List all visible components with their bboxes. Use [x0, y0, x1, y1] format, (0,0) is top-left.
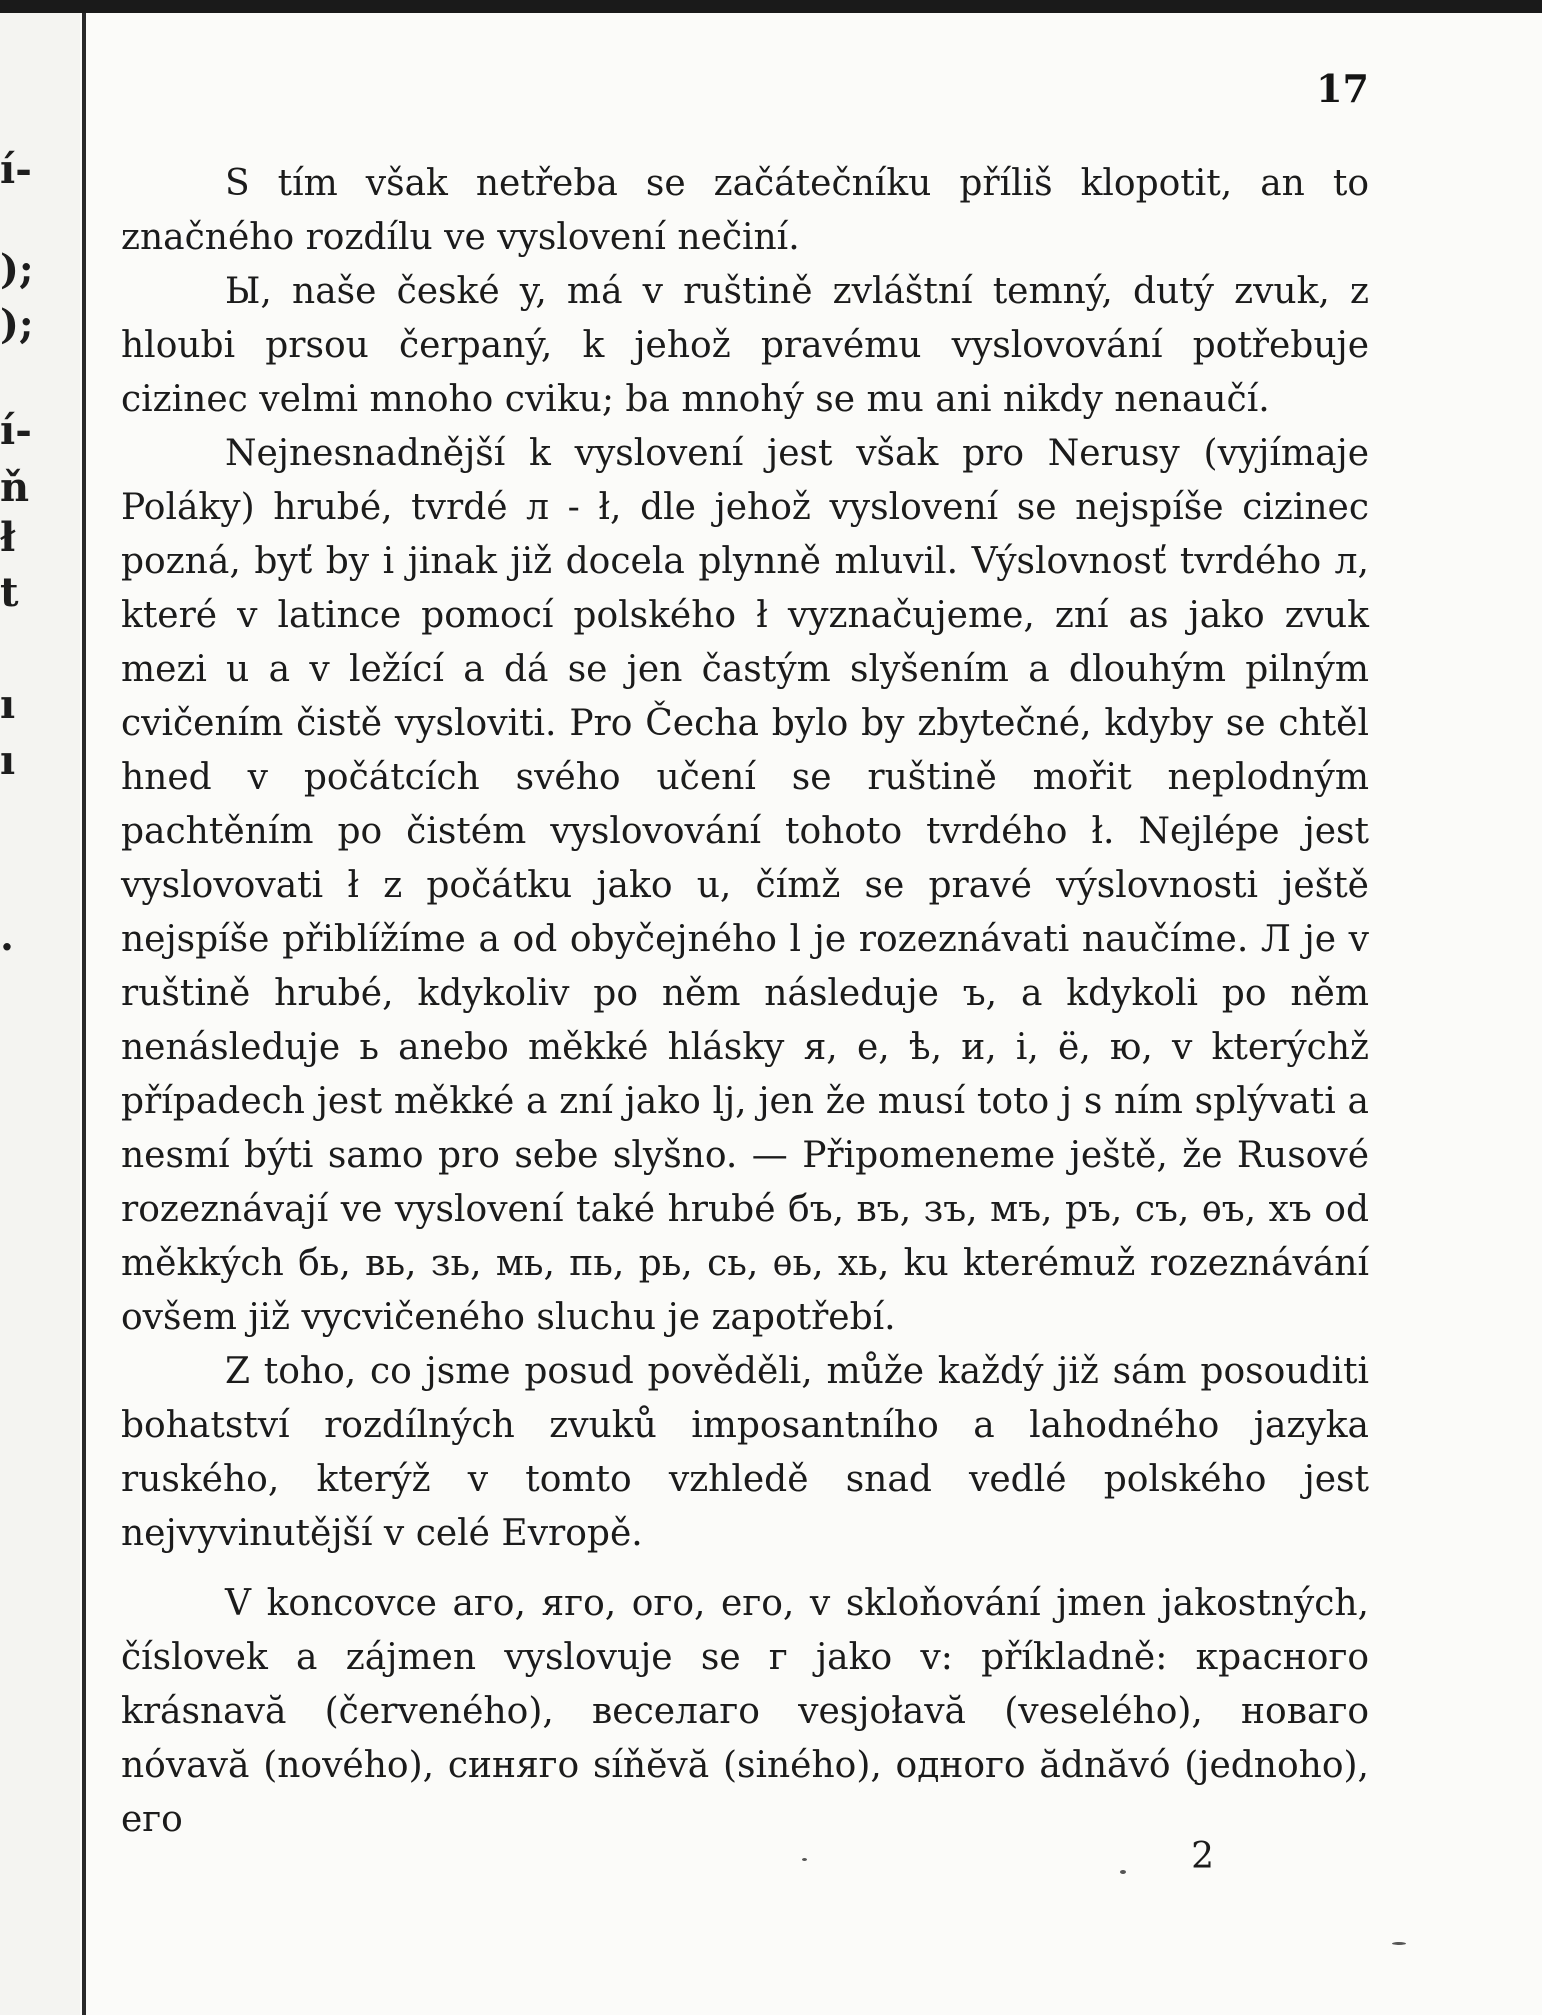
- scan-speck: [1120, 1870, 1126, 1874]
- margin-fragment: );: [0, 301, 34, 348]
- margin-fragment: t: [0, 569, 19, 616]
- margin-fragment: ı: [0, 737, 16, 784]
- paragraph: Nejnesnadnější k vyslovení jest však pro Nerusy (vyjímaje Poláky) hrubé, tvrdé л - ł, dle jehož vyslovení se nejspíše cizinec pozná, byť by i jinak již docela plynně mluvil. Výslovnosť tvrdého л, které v latince pomocí polského ł vyznačujeme, zní as jako zvuk mezi u a v ležící a dá se jen častým slyšením a dlouhým pilným cvičením čistě vysloviti. Pro Čecha bylo by zbytečné, kdyby se chtěl hned v počátcích svého učení se ruštině mořit neplodným pachtěním po čistém vyslovování tohoto tvrdého ł. Nejlépe jest vyslovovati ł z počátku jako u, čímž se pravé výslovnosti ještě nejspíše přiblížíme a od obyčejného l je rozeznávati naučíme. Л je v ruštině hrubé, kdykoliv po něm následuje ъ, a kdykoli po něm nenásleduje ь anebo měkké hlásky я, е, ѣ, и, і, ё, ю, v kterýchž případech jest měkké a zní jako lj, jen že musí toto j s ním splývati a nesmí býti samo pro sebe slyšno. — Připomeneme ještě, že Rusové rozeznávají ve vyslovení také hrubé бъ, въ, зъ, мъ, ръ, съ, ѳъ, хъ od měkkých бь, вь, зь, мь, пь, рь, сь, ѳь, хь, ku kterémuž rozeznávání ovšem již vycvičeného sluchu je zapotřebí.: [121, 433, 1369, 1338]
- margin-fragment: );: [0, 246, 34, 293]
- margin-fragment: ň: [0, 464, 30, 511]
- paragraph: V koncovce аго, яго, ого, его, v skloňování jmen jakostných, číslovek a zájmen vyslovuje se г jako v: příkladně: красного krásnavă (červeného), веселаго vesjołavă (veselého), новаго nóvavă (nového), синяго síňĕvă (siného), одного ădnăvó (jednoho), его: [121, 1583, 1369, 1840]
- margin-fragment: ı: [0, 681, 16, 728]
- page-number: 17: [1316, 66, 1369, 111]
- facing-page-margin: [0, 13, 80, 2015]
- body-text: [121, 157, 1369, 1847]
- scan-speck: [802, 1858, 807, 1861]
- signature-mark: 2: [1191, 1836, 1214, 1877]
- margin-fragment: í-: [0, 146, 32, 193]
- margin-fragment: ·: [0, 924, 14, 971]
- scan-top-edge: [0, 0, 1542, 13]
- margin-fragment: í-: [0, 407, 32, 454]
- paragraph: Ы, naše české y, má v ruštině zvláštní temný, dutý zvuk, z hloubi prsou čerpaný, k jehož pravému vyslovování potřebuje cizinec velmi mnoho cviku; ba mnohý se mu ani nikdy nenaučí.: [121, 271, 1369, 420]
- page-gutter-line: [82, 13, 86, 2015]
- scan-speck: [1392, 1942, 1406, 1945]
- paragraph: Z toho, co jsme posud pověděli, může každý již sám posouditi bohatství rozdílných zvuků imposantního a lahodného jazyka ruského, kterýž v tomto vzhledě snad vedlé polského jest nejvyvinutější v celé Evropě.: [121, 1351, 1369, 1554]
- margin-fragment: ł: [0, 514, 16, 561]
- paragraph: S tím však netřeba se začátečníku příliš klopotit, an to značného rozdílu ve vyslovení nečiní.: [121, 163, 1369, 258]
